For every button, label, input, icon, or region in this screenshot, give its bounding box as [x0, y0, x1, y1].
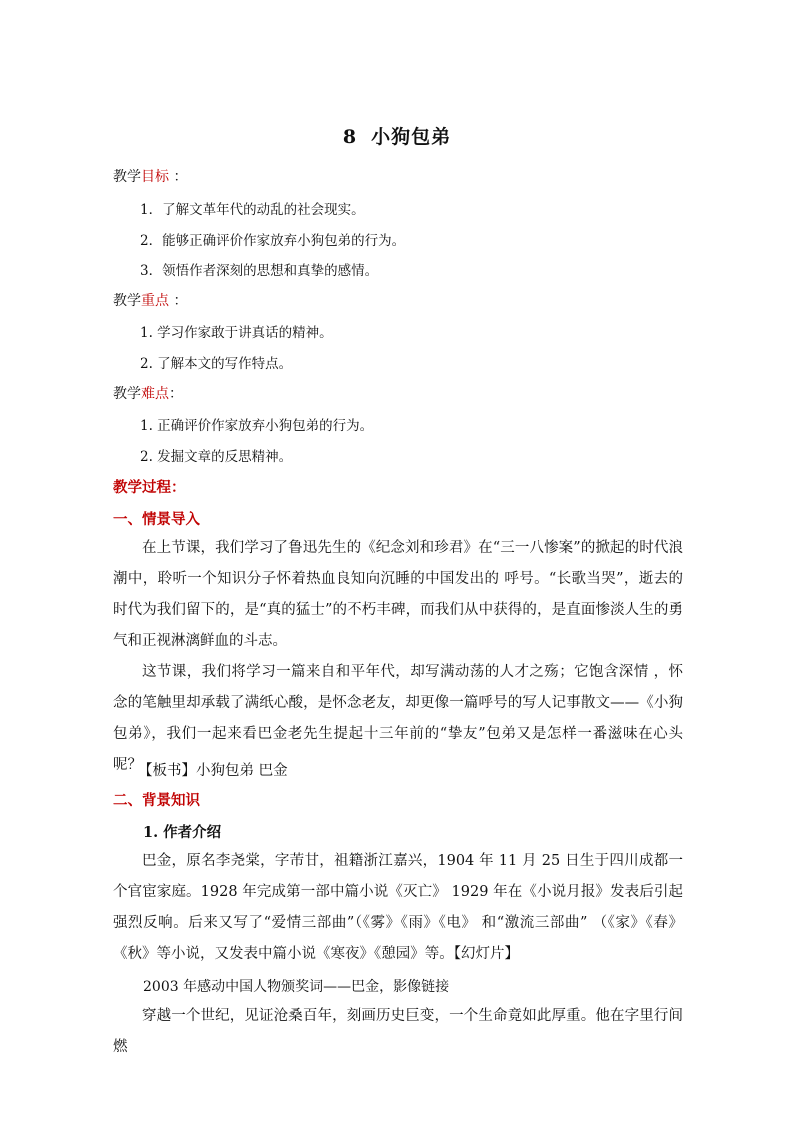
- section1-heading: 一、情景导入: [113, 511, 200, 528]
- goals-heading-highlight: 目标: [141, 169, 169, 185]
- award-paragraph: 穿越一个世纪，见证沧桑百年，刻画历史巨变，一个生命竟如此厚重。他在字里行间燃: [113, 1008, 683, 1055]
- difficulty-item: 2. 发掘文章的反思精神。: [140, 449, 293, 465]
- key-point-item: 1. 学习作家敢于讲真话的精神。: [140, 325, 333, 341]
- key-point-item: 2. 了解本文的写作特点。: [140, 356, 293, 372]
- author-intro-heading: 1. 作者介绍: [143, 824, 222, 841]
- intro-paragraph-1: 在上节课，我们学习了鲁迅先生的《纪念刘和珍君》在“三一八惨案”的掀起的时代浪潮中，聆听一个知识分子怀着热血良知向沉睡的中国发出的 呼号。“长歌当哭”，逝去的时代为我们留下的，是“真的猛士”的不朽丰碑，而我们从中获得的，是直面惨淡人生的勇气和正视淋漓鲜血的斗志。: [113, 540, 683, 649]
- key-points-heading: 教学重点 ：: [113, 293, 188, 309]
- key-points-heading-highlight: 重点: [141, 293, 169, 309]
- page-title: [0, 122, 794, 149]
- award-line: 2003 年感动中国人物颁奖词——巴金，影像链接: [143, 979, 450, 995]
- board-note: 【板书】小狗包弟 巴金: [138, 763, 288, 779]
- goals-heading: 教学目标 ：: [113, 169, 188, 185]
- difficulties-heading-highlight: 难点: [141, 386, 169, 402]
- goal-item: 1．了解文革年代的动乱的社会现实。: [140, 202, 365, 218]
- lesson-number: 8: [342, 126, 358, 148]
- intro-paragraph-2: 这节课，我们将学习一篇来自和平年代，却写满动荡的人才之殇；它饱含深情 ，怀念的笔触里却承载了满纸心酸，是怀念老友，却更像一篇呼号的写人记事散文——《小狗包弟》，我们一起来看巴金老先生提起十三年前的“挚友”包弟又是怎样一番滋味在心头呢？: [113, 664, 683, 773]
- goal-item: 3．领悟作者深刻的思想和真挚的感情。: [140, 263, 379, 279]
- section2-heading: 二、背景知识: [113, 792, 200, 809]
- difficulty-item: 1. 正确评价作家放弃小狗包弟的行为。: [140, 418, 374, 434]
- process-heading: 教学过程：: [113, 479, 186, 496]
- goal-item: 2．能够正确评价作家放弃小狗包弟的行为。: [140, 233, 406, 249]
- author-paragraph: 巴金，原名李尧棠，字芾甘，祖籍浙江嘉兴，1904 年 11 月 25 日生于四川成都一个官宦家庭。1928 年完成第一部中篇小说《灭亡》 1929 年在《小说月报》发表后引起强烈反响。后来又写了“爱情三部曲”（《雾》《雨》《电》 和“激流三部曲” （《家》《春》《秋》等小说，又发表中篇小说《寒夜》《憩园》等。【幻灯片】: [113, 853, 683, 962]
- difficulties-heading: 教学难点：: [113, 386, 183, 402]
- lesson-title: 小狗包弟: [371, 126, 452, 148]
